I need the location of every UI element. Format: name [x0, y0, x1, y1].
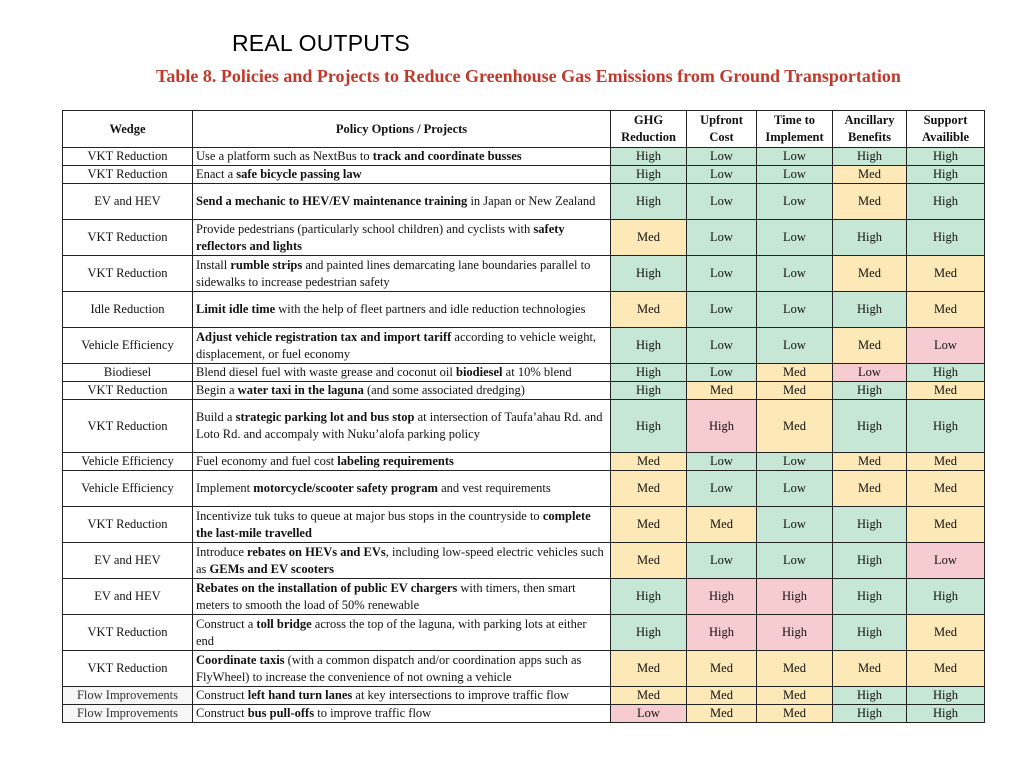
- ancillary-benefits-cell: Med: [833, 453, 907, 471]
- support-available-cell: Med: [907, 292, 985, 328]
- policy-text: with timers, then smart meters to smooth the load of 50% renewable: [196, 580, 576, 612]
- policy-text: across the top of the laguna, with parking lots at either end: [196, 616, 587, 648]
- table-row: [63, 651, 985, 687]
- table-row: [63, 256, 985, 292]
- policy-cell: [193, 382, 611, 400]
- policy-text: (and some associated dredging): [363, 383, 525, 397]
- table-row: [63, 328, 985, 364]
- time-to-implement-cell: Low: [757, 471, 833, 507]
- ancillary-benefits-cell: High: [833, 579, 907, 615]
- ancillary-benefits-cell: Med: [833, 256, 907, 292]
- ancillary-benefits-cell: High: [833, 220, 907, 256]
- table-row: [63, 148, 985, 166]
- policy-text: Begin a: [196, 383, 238, 397]
- policy-text-bold: Rebates on the installation of public EV chargers: [196, 580, 458, 595]
- policy-text-bold: Limit idle time: [196, 302, 276, 316]
- ghg-reduction-cell: High: [611, 382, 687, 400]
- policy-table-body: [63, 148, 985, 723]
- header-support-available: Support Availible: [907, 111, 985, 148]
- upfront-cost-cell: Med: [687, 687, 757, 705]
- table-row: [63, 705, 985, 723]
- policy-text-bold: motorcycle/scooter safety program: [253, 481, 438, 495]
- header-ghg-reduction: GHG Reduction: [611, 111, 687, 148]
- policy-text-bold: rumble strips: [230, 257, 303, 272]
- policy-text-bold: safe bicycle passing law: [236, 167, 362, 181]
- upfront-cost-cell: Low: [687, 184, 757, 220]
- ancillary-benefits-cell: High: [833, 507, 907, 543]
- wedge-cell: Idle Reduction: [63, 292, 193, 328]
- table-header-row: [63, 111, 985, 148]
- upfront-cost-cell: Med: [687, 705, 757, 723]
- time-to-implement-cell: Med: [757, 364, 833, 382]
- table-row: [63, 543, 985, 579]
- policy-cell: [193, 471, 611, 507]
- ghg-reduction-cell: High: [611, 166, 687, 184]
- policy-text-bold: track and coordinate busses: [372, 149, 522, 163]
- policy-text-bold: rebates on HEVs and EVs: [247, 544, 386, 559]
- support-available-cell: Med: [907, 471, 985, 507]
- time-to-implement-cell: Low: [757, 256, 833, 292]
- time-to-implement-cell: Med: [757, 651, 833, 687]
- slide-title: REAL OUTPUTS: [232, 30, 410, 56]
- policy-text: Use a platform such as NextBus to: [196, 149, 373, 163]
- ancillary-benefits-cell: High: [833, 705, 907, 723]
- ghg-reduction-cell: Med: [611, 471, 687, 507]
- policy-cell: [193, 220, 611, 256]
- policy-text-bold: left hand turn lanes: [247, 688, 353, 702]
- table-row: [63, 382, 985, 400]
- header-wedge: Wedge: [63, 111, 193, 148]
- policy-cell: [193, 184, 611, 220]
- wedge-cell: Biodiesel: [63, 364, 193, 382]
- ghg-reduction-cell: High: [611, 615, 687, 651]
- wedge-cell: VKT Reduction: [63, 382, 193, 400]
- ghg-reduction-cell: High: [611, 184, 687, 220]
- support-available-cell: High: [907, 364, 985, 382]
- support-available-cell: Med: [907, 382, 985, 400]
- time-to-implement-cell: Med: [757, 687, 833, 705]
- policy-cell: [193, 705, 611, 723]
- policy-text-bold: Coordinate taxis: [196, 652, 285, 667]
- policy-text: Blend diesel fuel with waste grease and coconut oil: [196, 365, 456, 379]
- ancillary-benefits-cell: High: [833, 615, 907, 651]
- table-row: [63, 507, 985, 543]
- policy-cell: [193, 166, 611, 184]
- policy-cell: [193, 256, 611, 292]
- ancillary-benefits-cell: Med: [833, 328, 907, 364]
- support-available-cell: High: [907, 184, 985, 220]
- policy-text: Construct: [196, 706, 248, 720]
- support-available-cell: Med: [907, 453, 985, 471]
- ghg-reduction-cell: Med: [611, 651, 687, 687]
- ghg-reduction-cell: High: [611, 400, 687, 453]
- ancillary-benefits-cell: Med: [833, 184, 907, 220]
- upfront-cost-cell: Low: [687, 148, 757, 166]
- policy-text: Provide pedestrians (particularly school children) and cyclists with: [196, 221, 534, 236]
- header-policy: Policy Options / Projects: [193, 111, 611, 148]
- policy-text: to improve traffic flow: [314, 706, 432, 720]
- wedge-cell: VKT Reduction: [63, 148, 193, 166]
- support-available-cell: Low: [907, 543, 985, 579]
- time-to-implement-cell: Low: [757, 184, 833, 220]
- wedge-cell: Vehicle Efficiency: [63, 328, 193, 364]
- policy-text-bold: water taxi in the laguna: [237, 383, 364, 397]
- wedge-cell: EV and HEV: [63, 184, 193, 220]
- policy-text: Install: [196, 257, 231, 272]
- upfront-cost-cell: Low: [687, 471, 757, 507]
- policy-cell: [193, 579, 611, 615]
- time-to-implement-cell: Med: [757, 382, 833, 400]
- upfront-cost-cell: Low: [687, 166, 757, 184]
- header-ancillary-benefits: Ancillary Benefits: [833, 111, 907, 148]
- header-upfront-cost: Upfront Cost: [687, 111, 757, 148]
- upfront-cost-cell: Low: [687, 364, 757, 382]
- wedge-cell: Flow Improvements: [63, 687, 193, 705]
- policy-text-bold: labeling requirements: [337, 454, 454, 468]
- policy-text-bold: GEMs and EV scooters: [209, 561, 334, 576]
- upfront-cost-cell: Low: [687, 292, 757, 328]
- policy-text: and vest requirements: [437, 481, 551, 495]
- ghg-reduction-cell: Med: [611, 687, 687, 705]
- ghg-reduction-cell: High: [611, 364, 687, 382]
- policy-cell: [193, 687, 611, 705]
- wedge-cell: VKT Reduction: [63, 220, 193, 256]
- support-available-cell: Med: [907, 507, 985, 543]
- policy-text: with the help of fleet partners and idle reduction technologies: [275, 302, 586, 316]
- table-caption: Table 8. Policies and Projects to Reduce Greenhouse Gas Emissions from Ground Transportation: [156, 66, 901, 86]
- wedge-cell: VKT Reduction: [63, 166, 193, 184]
- time-to-implement-cell: Med: [757, 705, 833, 723]
- ghg-reduction-cell: Low: [611, 705, 687, 723]
- policy-text: at key intersections to improve traffic flow: [352, 688, 569, 702]
- ghg-reduction-cell: High: [611, 579, 687, 615]
- upfront-cost-cell: Low: [687, 453, 757, 471]
- policy-text: Construct a: [196, 616, 257, 631]
- policy-text: Build a: [196, 410, 236, 424]
- policy-text-bold: bus pull-offs: [247, 706, 315, 720]
- policy-text: according to vehicle weight, displacement, or fuel economy: [196, 329, 597, 361]
- upfront-cost-cell: Low: [687, 256, 757, 292]
- policy-text-bold: safety reflectors and lights: [196, 221, 565, 253]
- ghg-reduction-cell: High: [611, 148, 687, 166]
- policy-cell: [193, 615, 611, 651]
- upfront-cost-cell: High: [687, 400, 757, 453]
- table-row: [63, 453, 985, 471]
- wedge-cell: Vehicle Efficiency: [63, 471, 193, 507]
- wedge-cell: VKT Reduction: [63, 507, 193, 543]
- wedge-cell: Flow Improvements: [63, 705, 193, 723]
- policy-text-bold: Send a mechanic to HEV/EV maintenance training: [196, 194, 468, 208]
- upfront-cost-cell: Low: [687, 328, 757, 364]
- ancillary-benefits-cell: High: [833, 543, 907, 579]
- policy-cell: [193, 507, 611, 543]
- policy-cell: [193, 651, 611, 687]
- ancillary-benefits-cell: High: [833, 382, 907, 400]
- table-row: [63, 615, 985, 651]
- upfront-cost-cell: Low: [687, 220, 757, 256]
- table-row: [63, 220, 985, 256]
- ghg-reduction-cell: Med: [611, 292, 687, 328]
- table-row: [63, 184, 985, 220]
- table-row: [63, 579, 985, 615]
- table-row: [63, 166, 985, 184]
- ancillary-benefits-cell: High: [833, 148, 907, 166]
- table-row: [63, 292, 985, 328]
- policy-cell: [193, 453, 611, 471]
- time-to-implement-cell: Low: [757, 328, 833, 364]
- time-to-implement-cell: Low: [757, 453, 833, 471]
- wedge-cell: Vehicle Efficiency: [63, 453, 193, 471]
- upfront-cost-cell: Med: [687, 382, 757, 400]
- support-available-cell: High: [907, 400, 985, 453]
- policy-cell: [193, 543, 611, 579]
- ghg-reduction-cell: Med: [611, 543, 687, 579]
- policy-cell: [193, 148, 611, 166]
- ancillary-benefits-cell: High: [833, 687, 907, 705]
- policy-cell: [193, 400, 611, 453]
- time-to-implement-cell: Low: [757, 166, 833, 184]
- ghg-reduction-cell: High: [611, 328, 687, 364]
- policy-text: , including low-speed electric vehicles such as: [196, 544, 604, 576]
- policy-text: Enact a: [196, 167, 237, 181]
- support-available-cell: High: [907, 220, 985, 256]
- policy-text: at intersection of Taufa’ahau Rd. and Loto Rd. and accompaly with Nuku’alofa parking policy: [196, 410, 603, 441]
- ancillary-benefits-cell: Med: [833, 471, 907, 507]
- policy-text-bold: strategic parking lot and bus stop: [235, 410, 415, 424]
- time-to-implement-cell: Low: [757, 220, 833, 256]
- wedge-cell: VKT Reduction: [63, 256, 193, 292]
- policy-text-bold: toll bridge: [256, 616, 312, 631]
- policy-cell: [193, 292, 611, 328]
- policy-text-bold: biodiesel: [456, 365, 503, 379]
- wedge-cell: VKT Reduction: [63, 400, 193, 453]
- ghg-reduction-cell: Med: [611, 507, 687, 543]
- policy-text: Fuel economy and fuel cost: [196, 454, 338, 468]
- support-available-cell: Low: [907, 328, 985, 364]
- policy-text-bold: complete the last-mile travelled: [196, 508, 591, 540]
- ghg-reduction-cell: High: [611, 256, 687, 292]
- upfront-cost-cell: High: [687, 579, 757, 615]
- ancillary-benefits-cell: Med: [833, 166, 907, 184]
- ancillary-benefits-cell: High: [833, 292, 907, 328]
- policy-text: in Japan or New Zealand: [467, 194, 596, 208]
- time-to-implement-cell: High: [757, 579, 833, 615]
- time-to-implement-cell: Low: [757, 292, 833, 328]
- upfront-cost-cell: Med: [687, 507, 757, 543]
- wedge-cell: VKT Reduction: [63, 651, 193, 687]
- policy-text: Incentivize tuk tuks to queue at major bus stops in the countryside to: [196, 508, 543, 523]
- upfront-cost-cell: High: [687, 615, 757, 651]
- wedge-cell: EV and HEV: [63, 579, 193, 615]
- policy-text: Introduce: [196, 544, 248, 559]
- time-to-implement-cell: Med: [757, 400, 833, 453]
- wedge-cell: VKT Reduction: [63, 615, 193, 651]
- upfront-cost-cell: Low: [687, 543, 757, 579]
- policy-table: [62, 110, 985, 723]
- time-to-implement-cell: Low: [757, 543, 833, 579]
- support-available-cell: Med: [907, 651, 985, 687]
- support-available-cell: High: [907, 579, 985, 615]
- table-row: [63, 400, 985, 453]
- policy-cell: [193, 364, 611, 382]
- time-to-implement-cell: Low: [757, 148, 833, 166]
- table-row: [63, 687, 985, 705]
- table-row: [63, 364, 985, 382]
- header-time-to-implement: Time to Implement: [757, 111, 833, 148]
- time-to-implement-cell: Low: [757, 507, 833, 543]
- policy-text: Implement: [196, 481, 254, 495]
- ancillary-benefits-cell: High: [833, 400, 907, 453]
- support-available-cell: High: [907, 687, 985, 705]
- ancillary-benefits-cell: Med: [833, 651, 907, 687]
- ancillary-benefits-cell: Low: [833, 364, 907, 382]
- time-to-implement-cell: High: [757, 615, 833, 651]
- policy-text: at 10% blend: [502, 365, 572, 379]
- upfront-cost-cell: Med: [687, 651, 757, 687]
- policy-cell: [193, 328, 611, 364]
- policy-text: and painted lines demarcating lane boundaries parallel to sidewalks to increase pedestrian safety: [196, 257, 591, 289]
- wedge-cell: EV and HEV: [63, 543, 193, 579]
- support-available-cell: High: [907, 166, 985, 184]
- support-available-cell: High: [907, 705, 985, 723]
- table-row: [63, 471, 985, 507]
- support-available-cell: High: [907, 148, 985, 166]
- support-available-cell: Med: [907, 256, 985, 292]
- support-available-cell: Med: [907, 615, 985, 651]
- policy-text: (with a common dispatch and/or coordination apps such as FlyWheel) to increase the convenience of not owning a vehicle: [196, 652, 582, 684]
- ghg-reduction-cell: Med: [611, 453, 687, 471]
- policy-text: Construct: [196, 688, 248, 702]
- ghg-reduction-cell: Med: [611, 220, 687, 256]
- policy-text-bold: Adjust vehicle registration tax and import tariff: [196, 329, 452, 344]
